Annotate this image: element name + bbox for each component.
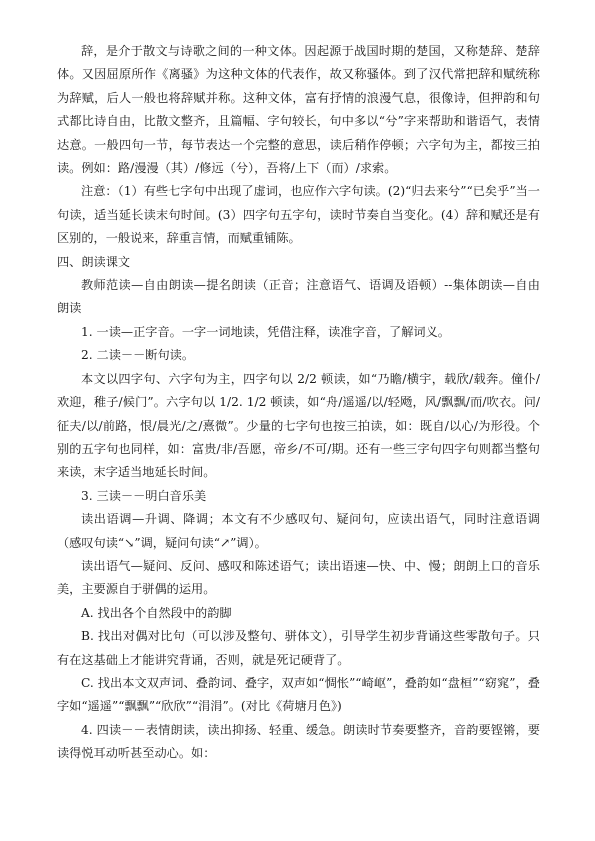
paragraph-sentence-pauses: 本文以四字句、六字句为主，四字句以 2/2 顿读，如“乃瞻/横宇，载欣/载奔。僮仆/欢迎，稚子/候门”。六字句以 1/2. 1/2 顿读，如“舟/遥遥/以/轻飏，风/飘飘/而/吹衣。问/征夫/以/前路，恨/晨光/之/熹微”。少量的七字句也按三拍读，如：既自/以心/为形役。个别的五字句也同样，如：富贵/非/吾愿，帝乡/不可/期。还有一些三字句四字句则都当整句来读，末字适当地延长时间。 bbox=[57, 371, 540, 480]
list-item-c-alliteration: C. 找出本文双声词、叠韵词、叠字，双声如“惆怅”“崎岖”，叠韵如“盘桓”“窈窕”，叠字如“遥遥”“飘飘”“欣欣”“涓涓”。(对比《荷塘月色》) bbox=[57, 675, 540, 714]
section-heading-reading: 四、朗读课文 bbox=[57, 254, 131, 269]
list-item-fourth-reading: 4. 四读－－表情朗读，读出抑扬、轻重、缓急。朗读时节奏要整齐，音韵要铿锵，要读得悦耳动听甚至动心。如： bbox=[57, 722, 540, 761]
list-item-second-reading: 2. 二读－－断句读。 bbox=[81, 348, 195, 363]
document-body bbox=[57, 40, 540, 766]
paragraph-notes: 注意：（1）有些七字句中出现了虚词，也应作六字句读。(2)“归去来兮”“已矣乎”当一句读，适当延长读末句时间。(3）四字句五字句，读时节奏自当变化。(4）辞和赋还是有区别的，一般说来，辞重言情，而赋重铺陈。 bbox=[57, 184, 540, 246]
paragraph-intonation: 读出语调—升调、降调；本文有不少感叹句、疑问句，应读出语气，同时注意语调（感叹句读“↘”调，疑问句读“↗”调）。 bbox=[57, 512, 540, 550]
list-item-a-rhymes: A. 找出各个自然段中的韵脚 bbox=[81, 605, 232, 620]
paragraph-ci-definition: 辞，是介于散文与诗歌之间的一种文体。因起源于战国时期的楚国，又称楚辞、楚辞体。又因屈原所作《离骚》为这种文体的代表作，故又称骚体。到了汉代常把辞和赋统称为辞赋，后人一般也将辞赋并称。这种文体，富有抒情的浪漫气息，很像诗，但押韵和句式都比诗自由，比散文整齐，且篇幅、字句较长，句中多以“兮”字来帮助和谐语气，表情达意。一般四句一节，每节表达一个完整的意思，读后稍作停顿；六字句为主，都按三拍读。例如：路/漫漫（其）/修远（兮），吾将/上下（而）/求索。 bbox=[57, 44, 540, 176]
paragraph-tone-speed: 读出语气—疑问、反问、感叹和陈述语气；读出语速—快、中、慢；朗朗上口的音乐美，主要源自于骈偶的运用。 bbox=[57, 558, 540, 597]
list-item-first-reading: 1. 一读—正字音。一字一词地读，凭借注释，读准字音，了解词义。 bbox=[81, 324, 450, 339]
list-item-b-parallelism: B. 找出对偶对比句（可以涉及整句、骈体文），引导学生初步背诵这些零散句子。只有在这基础上才能讲究背诵，否则，就是死记硬背了。 bbox=[57, 629, 540, 667]
paragraph-reading-steps: 教师范读—自由朗读—提名朗读（正音；注意语气、语调及语顿）--集体朗读—自由朗读 bbox=[57, 278, 540, 316]
list-item-third-reading: 3. 三读－－明白音乐美 bbox=[81, 488, 207, 503]
